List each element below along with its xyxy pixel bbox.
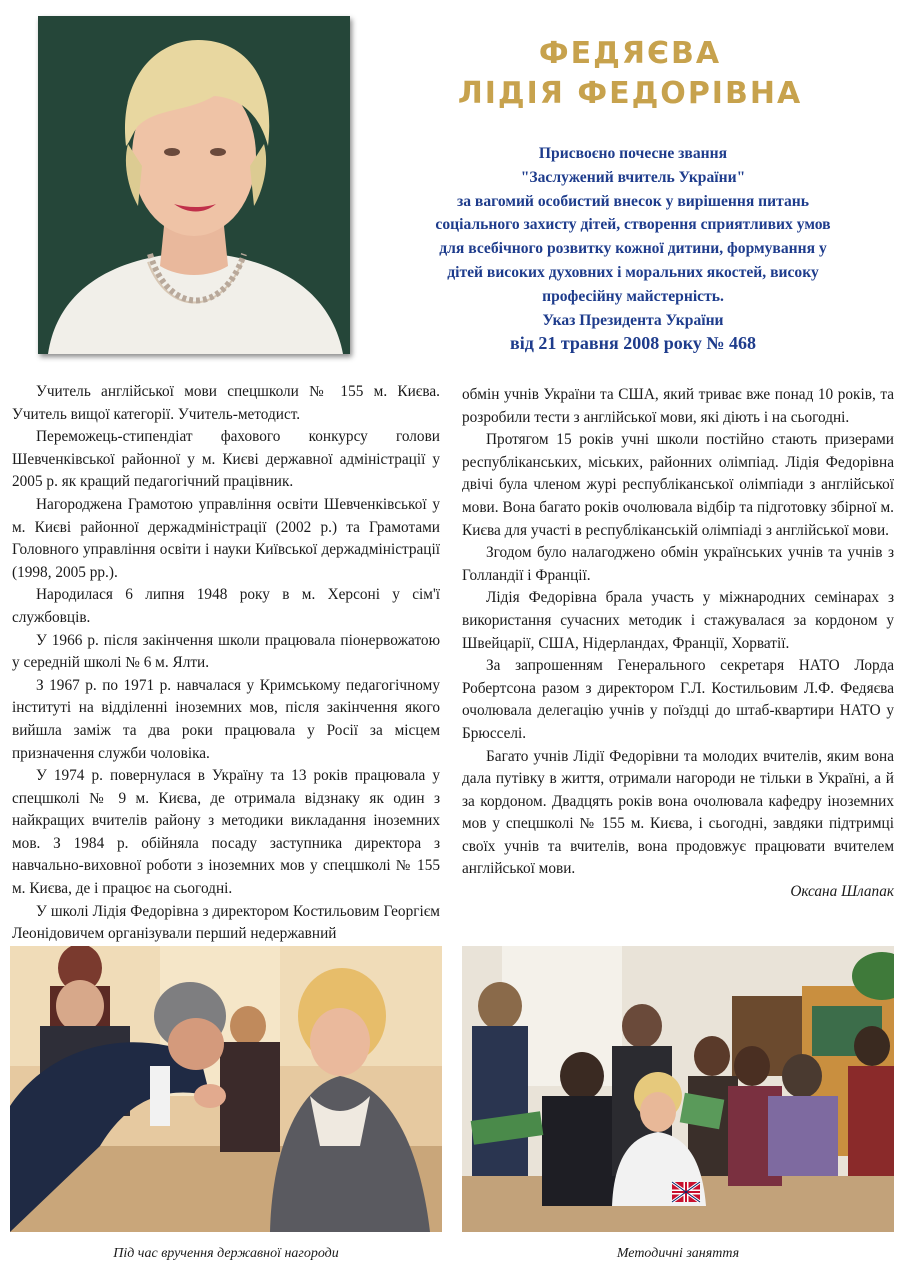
award-line: за вагомий особистий внесок у вирішення питань: [456, 192, 810, 210]
article-paragraph: Нагороджена Грамотою управління освіти Шевченківської у м. Києві районної держадміністрації (2002 р.) та Грамотами Головного управління освіти і науки Київської держадміністрації (1998, 2005 рр.).: [12, 495, 440, 581]
article-paragraph: У школі Лідія Федорівна з директором Костильовим Георгієм Леонідовичем організували перший недержавний: [12, 902, 440, 943]
award-ceremony-illustration: [10, 946, 442, 1232]
article-paragraph: Народилася 6 липня 1948 року в м. Херсоні у сім'ї службовців.: [12, 586, 440, 626]
lesson-illustration: [462, 946, 894, 1232]
lesson-photo: [462, 946, 894, 1232]
award-line: професійну майстерність.: [542, 287, 724, 305]
portrait-illustration: [38, 16, 350, 354]
award-line: "Заслужений вчитель України": [520, 168, 746, 186]
award-line: для всебічного розвитку кожної дитини, формування у: [439, 240, 827, 258]
surname: ФЕДЯЄВА: [538, 36, 722, 71]
award-statement: [368, 142, 898, 356]
article-paragraph: Згодом було налагоджено обмін українських учнів та учнів з Голландії і Франції.: [462, 544, 894, 584]
article-paragraph: Лідія Федорівна брала участь у міжнародних семінарах з використання сучасних методик і стажувалася за кордоном у Швейцарії, США, Нідерландах, Франції, Хорватії.: [462, 589, 894, 652]
award-line: Указ Президента України: [542, 311, 724, 329]
award-line: Присвоєно почесне звання: [538, 145, 728, 162]
article-paragraph-continuation: обмін учнів України та США, який триває вже понад 10 років, та розробили тести з англійської мови, які діють і на сьогодні.: [462, 386, 894, 426]
person-name: [380, 34, 880, 114]
award-line: соціального захисту дітей, створення сприятливих умов: [435, 216, 831, 234]
article-paragraph: У 1966 р. після закінчення школи працювала піонервожатою у середній школі № 6 м. Ялти.: [12, 631, 440, 672]
portrait-photo: [38, 16, 350, 354]
award-line: дітей високих духовних і моральних якостей, високу: [447, 263, 819, 281]
article-paragraph: За запрошенням Генерального секретаря НАТО Лорда Робертсона разом з директором Г.Л. Костильовим Л.Ф. Федяєва очолювала делегацію учнів у поїздці до штаб-квартири НАТО у Брюсселі.: [462, 657, 894, 742]
article-paragraph: Багато учнів Лідії Федорівни та молодих вчителів, яким вона дала путівку в життя, отримали нагороди не тільки в Україні, а й за кордоном. Двадцять років вона очолювала кафедру іноземних мов у спецшколі № 155 м. Києва, і сьогодні, завдяки підтримці своїх учнів та вчителів, вона продовжує працювати вчителем англійської мови.: [462, 747, 894, 878]
article-right-column: [462, 384, 894, 904]
award-ceremony-photo: [10, 946, 442, 1232]
article-paragraph: Учитель англійської мови спецшколи № 155 м. Києва. Учитель вищої категорії. Учитель-методист.: [12, 383, 440, 423]
article-paragraph: Протягом 15 років учні школи постійно стають призерами республіканських, міських, районних олімпіад. Лідія Федорівна двічі була членом журі республіканської олімпіади з англійської мови. Вона багато років очолювала відбір та підготовку збірної м. Києва для участі в республіканській олімпіаді з англійської мови.: [462, 431, 894, 539]
photo-caption-award: Під час вручення державної нагороди: [113, 1246, 339, 1261]
article-left-column: [12, 381, 440, 946]
photo-caption-lesson: Методичні заняття: [616, 1246, 740, 1261]
award-line: від 21 травня 2008 року № 468: [510, 333, 756, 354]
article-paragraph: Переможець-стипендіат фахового конкурсу голови Шевченківської районної у м. Києві державної адміністрації у 2005 р. як кращий педагогічний працівник.: [12, 428, 440, 491]
article-paragraph: У 1974 р. повернулася в Україну та 13 років працювала у спецшколі № 9 м. Києва, де отримала відзнаку як один з найкращих вчителів району з методики викладання іноземних мов. З 1984 р. обійняла посаду заступника директора з навчально-виховної роботи з іноземних мов у спецшколі № 155 м. Києва, де і працює на сьогодні.: [12, 767, 440, 898]
given-names: ЛІДІЯ ФЕДОРІВНА: [457, 76, 803, 111]
author-signature: Оксана Шлапак: [790, 883, 894, 901]
article-paragraph: З 1967 р. по 1971 р. навчалася у Кримському педагогічному інституті на відділенні іноземних мов, після закінчення якого вийшла заміж та два роки працювала у Росії за місцем призначення служби чоловіка.: [12, 676, 440, 762]
